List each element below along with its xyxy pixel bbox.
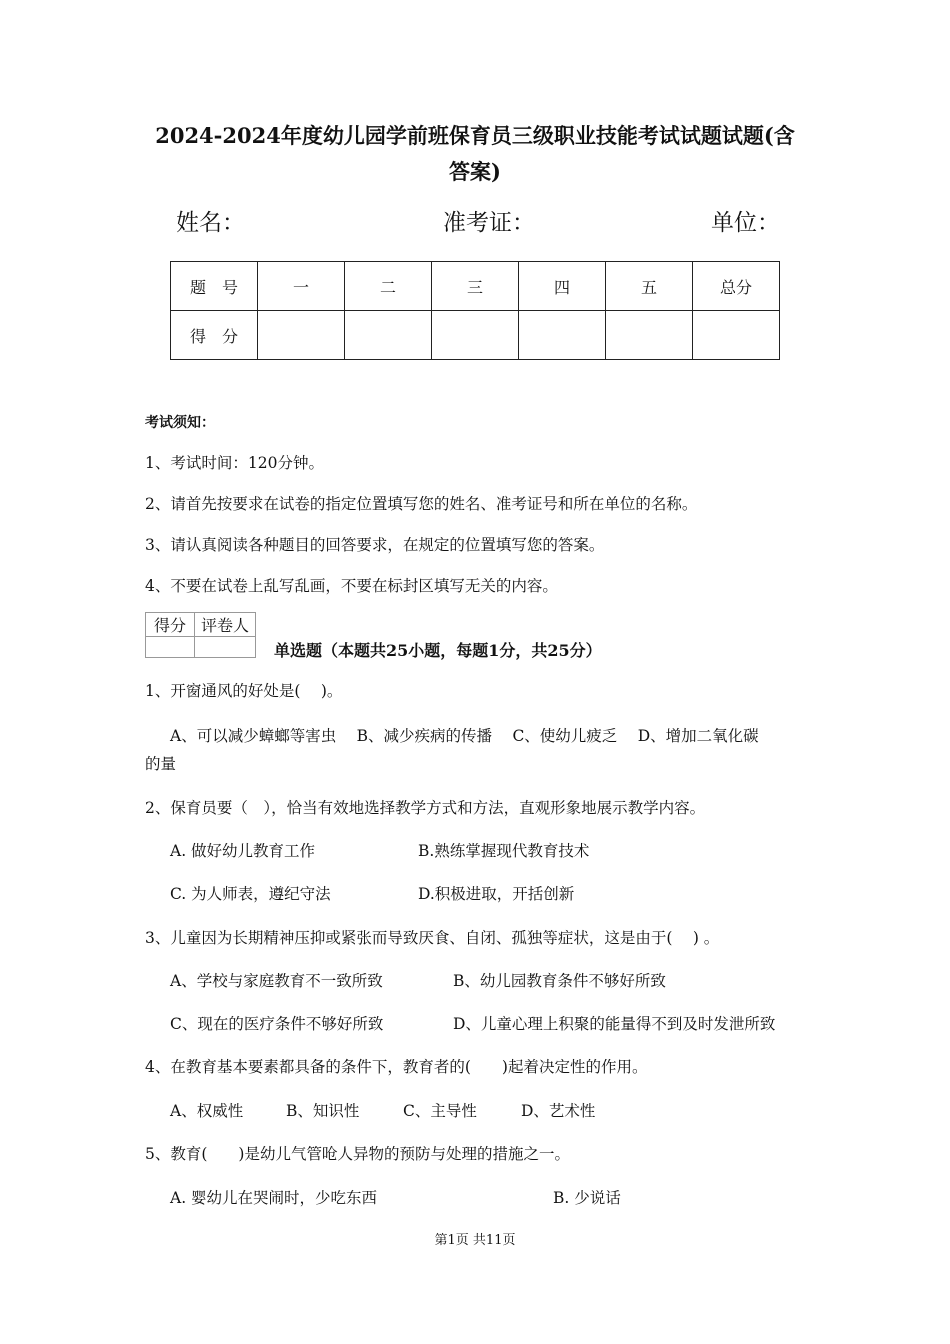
score-cell[interactable]	[432, 311, 519, 360]
option-d: D、艺术性	[521, 1102, 596, 1120]
question-stem: 2、保育员要（ ），恰当有效地选择教学方式和方法，直观形象地展示教学内容。	[145, 799, 706, 817]
option-c: C、现在的医疗条件不够好所致	[170, 1015, 384, 1033]
option-d: D、儿童心理上积聚的能量得不到及时发泄所致	[453, 1015, 776, 1033]
score-cell[interactable]	[519, 311, 606, 360]
question-stem: 4、在教育基本要素都具备的条件下，教育者的( )起着决定性的作用。	[145, 1058, 648, 1076]
grader-name-cell[interactable]	[195, 637, 256, 658]
score-cell[interactable]	[345, 311, 432, 360]
document-title-line2: 答案)	[449, 159, 501, 184]
score-table-header-row	[171, 262, 780, 311]
score-cell[interactable]	[606, 311, 693, 360]
score-table-header-cell: 总分	[693, 262, 780, 311]
section-title: 单选题（本题共25小题，每题1分，共25分）	[274, 641, 602, 660]
score-table	[170, 261, 780, 360]
page-footer: 第1页 共11页	[434, 1233, 516, 1248]
score-table-header-cell: 二	[345, 262, 432, 311]
question-stem: 5、教育( )是幼儿气管呛人异物的预防与处理的措施之一。	[145, 1145, 570, 1163]
question-options: A、可以减少蟑螂等害虫 B、减少疾病的传播 C、使幼儿疲乏 D、增加二氧化碳	[170, 727, 759, 745]
score-table-header-cell: 四	[519, 262, 606, 311]
option-b: B.熟练掌握现代教育技术	[418, 842, 590, 860]
score-table-header-cell: 一	[258, 262, 345, 311]
grader-score-label: 得分	[146, 613, 195, 637]
option-b: B. 少说话	[553, 1189, 621, 1207]
question-options: 的量	[145, 755, 177, 773]
score-cell[interactable]	[693, 311, 780, 360]
score-row-label: 得 分	[171, 311, 258, 360]
notice-heading: 考试须知：	[145, 415, 215, 431]
score-table-score-row	[171, 311, 780, 360]
unit-label: 单位：	[711, 210, 780, 236]
grader-name-label: 评卷人	[195, 613, 256, 637]
option-d: D.积极进取，开括创新	[418, 885, 575, 903]
notice-item: 4、不要在试卷上乱写乱画，不要在标封区填写无关的内容。	[145, 577, 558, 595]
exam-id-label: 准考证：	[443, 210, 535, 236]
option-a: A. 婴幼儿在哭闹时，少吃东西	[170, 1189, 378, 1207]
notice-item: 2、请首先按要求在试卷的指定位置填写您的姓名、准考证号和所在单位的名称。	[145, 495, 698, 513]
grader-box	[145, 612, 256, 658]
grader-score-cell[interactable]	[146, 637, 195, 658]
document-title-line1: 2024-2024年度幼儿园学前班保育员三级职业技能考试试题试题(含	[155, 123, 795, 148]
option-b: B、幼儿园教育条件不够好所致	[453, 972, 666, 990]
question-stem: 3、儿童因为长期精神压抑或紧张而导致厌食、自闭、孤独等症状，这是由于( ) 。	[145, 929, 720, 947]
score-cell[interactable]	[258, 311, 345, 360]
option-a: A. 做好幼儿教育工作	[170, 842, 316, 860]
option-c: C、主导性	[403, 1102, 477, 1120]
notice-item: 1、考试时间：120分钟。	[145, 454, 324, 472]
option-b: B、知识性	[286, 1102, 360, 1120]
question-stem: 1、开窗通风的好处是( )。	[145, 682, 343, 700]
option-a: A、权威性	[170, 1102, 244, 1120]
name-label: 姓名：	[176, 210, 245, 236]
option-a: A、学校与家庭教育不一致所致	[170, 972, 383, 990]
notice-item: 3、请认真阅读各种题目的回答要求，在规定的位置填写您的答案。	[145, 536, 605, 554]
option-c: C. 为人师表，遵纪守法	[170, 885, 331, 903]
score-table-header-cell: 五	[606, 262, 693, 311]
score-table-header-cell: 三	[432, 262, 519, 311]
score-table-header-cell: 题 号	[171, 262, 258, 311]
